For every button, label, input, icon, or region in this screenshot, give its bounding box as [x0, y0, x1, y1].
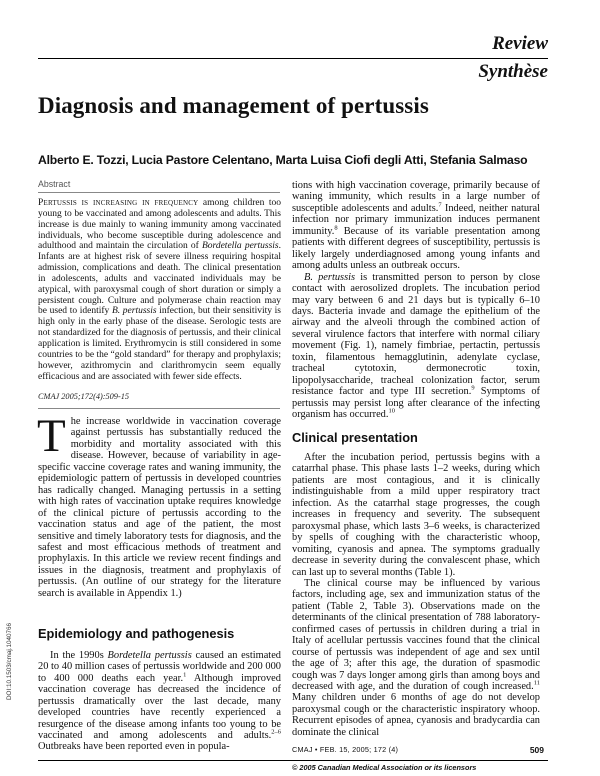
section-label-review: Review — [492, 33, 548, 54]
epi-text-b: caused an estimated 20 to 40 million cases of pertussis worldwide and 200 000 to 400 000 deaths each year. — [38, 649, 281, 684]
col2-p4-a: The clinical course may be influenced by various factors, including age, sex and immunization status of the patient (Table 2, Table 3). Observations made on the determinants of the clinical presentation of 788 laboratory-confirmed cases of pertussis in children during a trial in Italy of acellular pertussis vaccines found that the clinical course of pertussis was independent of age and sex until the age of 3; after this age, the duration of spasmodic cough was 7 days longer among girls than among boys and decreased with age, and the duration of cough increased. — [292, 577, 540, 693]
abstract-organism: Bordetella pertussis — [201, 241, 279, 252]
ref-9: 9 — [471, 384, 475, 392]
epidemiology-section — [38, 628, 281, 763]
page-number: 509 — [529, 745, 544, 755]
epi-text-c: Although improved vaccination coverage has decreased the incidence of pertussis dramatically over the last decade, many developed countries have recently experienced a resurgence of the disease among infants too young to be vaccinated and among adolescents and adults. — [38, 672, 281, 742]
col2-p1-a: tions with high vaccination coverage, primarily because of waning immunity, which results in a large number of susceptible adolescents and adults. — [292, 180, 540, 214]
copyright: © 2005 Canadian Medical Association or its licensors — [292, 763, 477, 772]
col2-p1-c: Because of its variable presentation among patients with different degrees of susceptibility, pertussis is likely largely underdiagnosed among young infants and among adults unless an outbreak occurs. — [292, 225, 540, 272]
doi-vertical: DOI:10.1503/cmaj.1040766 — [6, 622, 13, 700]
heading-epidemiology: Epidemiology and pathogenesis — [38, 626, 235, 641]
ref-7: 7 — [438, 201, 442, 209]
ref-11: 11 — [533, 679, 540, 687]
epi-text-d: Outbreaks have been reported even in popula- — [38, 741, 230, 753]
abstract-text-2: . Infants are at highest risk of severe illness requiring hospital admission, complications and death. The clinical presentation in adolescents, adults and vaccinated individuals may be atypical, with paroxysmal cough of short duration or simply a persistent cough. Culture and polymerase chain reaction may be used to identify — [38, 241, 281, 317]
abstract-organism-short: B. pertussis — [111, 306, 157, 317]
col2-paragraph-2 — [292, 272, 540, 421]
header-rule — [38, 58, 548, 59]
epi-organism: Bordetella pertussis — [107, 649, 192, 661]
col2-paragraph-4 — [292, 578, 540, 738]
section-label-synthese: Synthèse — [478, 61, 548, 82]
abstract-text-3: infection, but their sensitivity is high only in the early phase of the disease. Serologic tests are not standardized for the diagnosis of pertussis, and their clinical application is limited. Erythromycin is still considered in some countries to be the “gold standard” for therapy and prophylaxis; however, azithromycin and clarithromycin seem equally efficacious and are associated with fewer side effects. — [38, 306, 281, 382]
ref-1: 1 — [183, 671, 187, 679]
author-list: Alberto E. Tozzi, Lucia Pastore Celentano, Marta Luisa Ciofi degli Atti, Stefania Salmaso — [38, 153, 528, 167]
footer-rule — [38, 760, 548, 761]
right-column — [292, 180, 540, 738]
col2-p2-b: Symptoms of pertussis may persist long after clearance of the infecting organism has occurred. — [292, 386, 540, 421]
col2-p4-b: Many children under 6 months of age do not develop paroxysmal cough or the characteristic inspiratory whoop. Recurrent episodes of apnea, cyanosis and bradycardia can dominate the clinical — [292, 692, 540, 738]
epi-paragraph — [38, 650, 281, 753]
col2-paragraph-1 — [292, 180, 540, 272]
epi-text-a: In the 1990s — [50, 649, 108, 661]
abstract-rule — [38, 192, 280, 193]
col2-organism: B. pertussis — [304, 271, 356, 283]
intro-paragraph — [37, 410, 281, 599]
drop-cap: T — [37, 410, 66, 462]
intro-text: he increase worldwide in vaccination coverage against pertussis has substantially reduced the morbidity and mortality associated with this disease. However, because of variability in age-specific vaccine coverage rates and waning immunity, the epidemiologic pattern of pertussis in developed countries has radically changed. Managing pertussis in a setting with high rates of vaccination uptake requires knowledge of the clinical picture of pertussis according to the vaccination status and age of the patient, the most sensitive and timely laboratory tests for diagnosis, and the safest and most efficacious methods of treatment and prophylaxis. In this article we review recent findings and issues in the diagnosis, treatment and prophylaxis of pertussis. (An outline of our strategy for the literature search is available in Appendix 1.) — [38, 416, 281, 599]
heading-clinical-presentation: Clinical presentation — [292, 429, 418, 445]
abstract-label: Abstract — [38, 179, 71, 189]
abstract-body — [38, 198, 281, 382]
article-title: Diagnosis and management of pertussis — [38, 93, 429, 118]
abstract-lead: Pertussis is increasing in frequency — [38, 198, 199, 208]
col2-paragraph-3: After the incubation period, pertussis begins with a catarrhal phase. This phase lasts 1–2 weeks, during which patients are most contagious, and it is clinically indistinguishable from a mild upper respiratory tract infection. As the catarrhal stage progresses, the cough increases in frequency and severity. The subsequent paroxysmal phase, which lasts 3–6 weeks, is characterized by spells of coughing with the characteristic whoop, vomiting, cyanosis and apnea. The symptoms gradually decrease in severity during the convalescent phase, which can last up to several months (Table 1). — [292, 451, 540, 578]
citation-rule — [38, 408, 280, 409]
ref-8: 8 — [334, 224, 338, 232]
footer-journal: CMAJ • FEB. 15, 2005; 172 (4) — [292, 745, 399, 754]
col2-p1-b: Indeed, neither natural infection nor primary immunization induces permanent immunity. — [292, 202, 541, 237]
col2-p2-a: is transmitted person to person by close contact with aerosolized droplets. The incubation period may vary between 6 and 21 days but is typically 6–10 days. Bacteria invade and damage the epithelium of the airway and the alveoli through the combined action of several virulence factors that interfere with normal ciliary movement (Fig. 1), namely fimbriae, pertactin, pertussis toxin, filamentous hemagglutinin, adenylate cyclase, tracheal cytotoxin, dermonecrotic toxin, lipopolysaccharide, tracheal colonization factor, serum resistance factor and type III secretion. — [292, 271, 540, 398]
abstract-text-1: among children too young to be vaccinated and among adolescents and adults. This increase is due mainly to waning immunity among vaccinated individuals, who become susceptible during adolescence and adulthood and maintain the circulation of — [38, 198, 282, 252]
ref-2-6: 2–6 — [271, 728, 281, 736]
journal-citation: CMAJ 2005;172(4):509-15 — [38, 392, 130, 401]
ref-10: 10 — [388, 407, 395, 415]
